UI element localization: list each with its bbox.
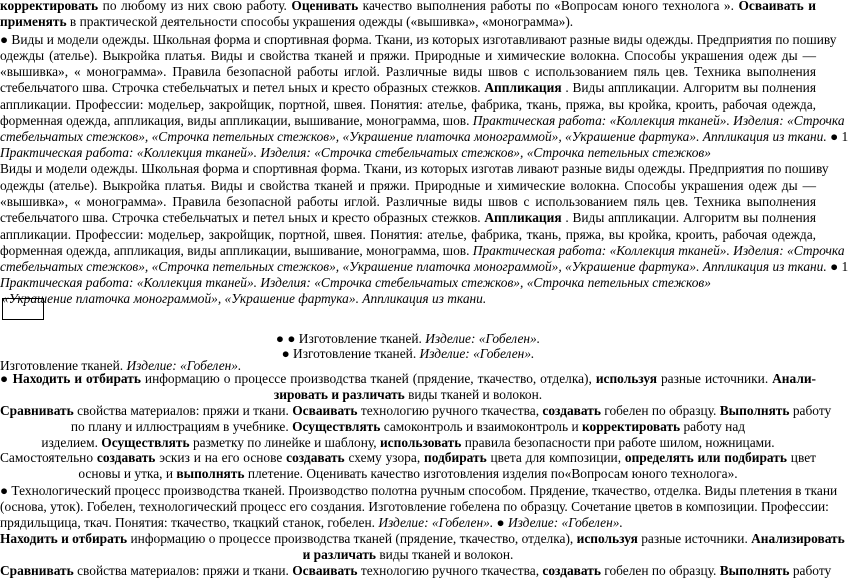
- italic-text: «Украшение платочка монограммой», «Украшение фартука». Аппликация из ткани.: [2, 291, 487, 306]
- bold-term: Находить и отбирать: [0, 531, 128, 546]
- text-run: Виды и модели одежды. Школьная форма и спортивная форма. Ткани, из которых изготав ливают разные виды одежды. Предприятия по пошиву: [0, 161, 829, 176]
- text-run: по любому из них свою работу.: [102, 0, 292, 13]
- text-run: ● Виды и модели одежды. Школьная форма и спортивная форма. Ткани, из которых изготавливают разные виды одежды. Предприятия по пошиву: [0, 32, 837, 47]
- text-run: «вышивка», « монограмма». Правила безопасной работы иглой. Различные виды швов с использованием пяль цев. Техника выполнения: [0, 194, 816, 209]
- text-run: в практической деятельности способы украшения одежды («вышивка», «монограмма»).: [69, 14, 574, 29]
- text-run: (основа, уток). Гобелен, технологический процесс его создания. Изготовление гобелена по образцу. Сочетание цветов в композиции. Профессии:: [0, 499, 829, 514]
- text-line: [0, 499, 829, 515]
- bold-term: создавать: [96, 450, 156, 465]
- text-run: «вышивка», « монограмма». Правила безопасной работы иглой. Различные виды швов с использованием пяль цев. Техника выполнения: [0, 64, 816, 79]
- text-line: [0, 259, 848, 275]
- text-run: качество выполнения работы по «Вопросам юного технолога ».: [362, 0, 739, 13]
- text-line: [0, 515, 816, 531]
- italic-text: Практическая работа: «Коллекция тканей». Изделия: «Строчка: [472, 243, 845, 258]
- text-run: стебельчатого шва. Строчка стебельчатых и петел ьных и кресто образных стежков.: [0, 210, 485, 225]
- text-line: [0, 80, 816, 96]
- bold-term: создавать: [542, 403, 601, 418]
- text-run: по плану и иллюстрациям в учебнике.: [70, 419, 293, 434]
- text-run: разные источники.: [660, 371, 773, 386]
- text-run: одежды (ателье). Выкройка платья. Виды и свойства тканей и пряжи. Природные и химические волокна. Способы украшения одеж ды —: [0, 48, 816, 63]
- bold-term: Сравнивать: [0, 403, 74, 418]
- text-run: Изготовление тканей.: [0, 358, 127, 373]
- bold-term: Сравнивать: [0, 563, 74, 578]
- text-run: ● ● Изготовление тканей.: [275, 331, 426, 346]
- bold-term: Анализировать: [751, 531, 845, 546]
- text-run: . Виды аппликации. Алгоритм вы полнения: [565, 80, 817, 95]
- text-line: [0, 403, 832, 419]
- italic-text: Изделие: «Гобелен».: [507, 515, 623, 530]
- text-line: [0, 450, 816, 466]
- bold-term: Осуществлять: [101, 435, 190, 450]
- italic-text: Практическая работа: «Коллекция тканей». Изделия: «Строчка: [472, 113, 845, 128]
- text-run: прядильщица, ткач. Понятия: ткачество, ткацкий станок, гобелен.: [0, 515, 379, 530]
- bold-term: Анали-: [772, 371, 817, 386]
- text-run: ●: [496, 515, 508, 530]
- text-run: самоконтроль и взаимоконтроль и: [383, 419, 582, 434]
- bold-term: Осваивать: [292, 403, 358, 418]
- text-line: [0, 113, 845, 129]
- text-line: [0, 275, 816, 291]
- text-run: изделием.: [41, 435, 102, 450]
- text-run: ● Технологический процесс производства тканей. Производство полотна ручным способом. Прядение, ткачество, отделка. Виды плетения в ткани: [0, 483, 838, 498]
- text-line: [0, 291, 816, 307]
- text-line: [0, 97, 816, 113]
- text-line: [0, 64, 816, 80]
- text-run: информацию о процессе производства тканей (прядение, ткачество, отделка),: [144, 371, 596, 386]
- text-line: [0, 48, 816, 64]
- bold-term: Аппликация: [484, 80, 562, 95]
- italic-text: Изделие: «Гобелен».: [378, 515, 494, 530]
- text-line: [0, 161, 829, 177]
- text-run: работу: [792, 563, 832, 578]
- text-line: [0, 210, 816, 226]
- text-run: ● 1: [830, 259, 848, 274]
- text-run: свойства материалов: пряжи и ткани.: [77, 563, 293, 578]
- bold-term: выполнять: [176, 466, 245, 481]
- text-run: работу над: [683, 419, 746, 434]
- text-run: цвета для композиции,: [490, 450, 625, 465]
- text-run: цвет: [790, 450, 816, 465]
- bold-term: создавать: [286, 450, 345, 465]
- text-run: одежды (ателье). Выкройка платья. Виды и свойства тканей и пряжи. Природные и химические волокна. Способы украшения одеж ды —: [0, 178, 816, 193]
- text-run: технологию ручного ткачества,: [360, 563, 543, 578]
- text-line: [0, 483, 838, 499]
- text-line: [0, 243, 845, 259]
- italic-text: Практическая работа: «Коллекция тканей». Изделия: «Строчка стебельчатых стежков», «Строчка петельных стежков»: [0, 145, 711, 160]
- text-line: [0, 194, 816, 210]
- text-run: ● 1: [830, 129, 848, 144]
- text-line: [0, 0, 816, 14]
- bold-term: создавать: [542, 563, 601, 578]
- text-run: виды тканей и волокон.: [408, 387, 543, 402]
- text-run: гобелен по образцу.: [604, 563, 720, 578]
- text-run: информацию о процессе производства тканей (прядение, ткачество, отделка),: [130, 531, 577, 546]
- text-line: [0, 435, 816, 451]
- text-run: основы и утка, и: [78, 466, 177, 481]
- text-line: [0, 145, 816, 161]
- bold-term: ● Находить и отбирать: [0, 371, 141, 386]
- text-run: аппликации. Профессии: модельер, закройщик, портной, швея. Понятия: ателье, фабрика, ткань, пряжа, вы кройка, кроить, рабочая одежда,: [0, 97, 816, 112]
- italic-text: Изделие: «Гобелен».: [425, 331, 541, 346]
- bold-term: Выполнять: [719, 563, 790, 578]
- text-line: [0, 14, 816, 30]
- text-run: плетение. Оценивать качество изготовления изделия по«Вопросам юного технолога».: [247, 466, 738, 481]
- bold-term: Оценивать: [291, 0, 359, 13]
- text-run: форменная одежда, аппликация, виды аппликации, вышивание, монограмма, шов.: [0, 243, 473, 258]
- italic-text: Практическая работа: «Коллекция тканей». Изделия: «Строчка стебельчатых стежков», «Строчка петельных стежков»: [0, 275, 711, 290]
- bold-term: зировать и различать: [273, 387, 405, 402]
- bold-term: и различать: [302, 547, 376, 562]
- bold-term: Осваивать: [292, 563, 358, 578]
- text-run: разные источники.: [641, 531, 752, 546]
- bold-term: подбирать: [424, 450, 487, 465]
- text-line: [0, 129, 848, 145]
- text-run: аппликации. Профессии: модельер, закройщик, портной, швея. Понятия: ателье, фабрика, ткань, пряжа, вы кройка, кроить, рабочая одежда,: [0, 227, 816, 242]
- text-run: стебельчатого шва. Строчка стебельчатых и петел ьных и кресто образных стежков.: [0, 80, 485, 95]
- bold-term: использовать: [379, 435, 462, 450]
- italic-text: Изделие: «Гобелен».: [419, 346, 535, 361]
- text-line: [0, 531, 845, 547]
- bold-term: корректировать: [0, 0, 99, 13]
- text-run: форменная одежда, аппликация, виды аппликации, вышивание, монограмма, шов.: [0, 113, 473, 128]
- text-run: разметку по линейке и шаблону,: [192, 435, 380, 450]
- text-line: [0, 387, 816, 403]
- text-line: [0, 331, 816, 347]
- text-run: Самостоятельно: [0, 450, 97, 465]
- text-line: [0, 547, 816, 563]
- text-run: ● Изготовление тканей.: [281, 346, 420, 361]
- text-line: [0, 32, 837, 48]
- text-run: виды тканей и волокон.: [379, 547, 514, 562]
- text-run: гобелен по образцу.: [604, 403, 720, 418]
- bold-term: корректировать: [581, 419, 681, 434]
- bold-term: Выполнять: [719, 403, 790, 418]
- text-run: схему узора,: [348, 450, 424, 465]
- text-run: свойства материалов: пряжи и ткани.: [77, 403, 293, 418]
- text-run: правила безопасности при работе шилом, ножницами.: [464, 435, 775, 450]
- bold-term: определять или подбирать: [624, 450, 787, 465]
- text-line: [0, 227, 816, 243]
- text-line: [0, 178, 816, 194]
- text-run: . Виды аппликации. Алгоритм вы полнения: [565, 210, 817, 225]
- text-line: [0, 419, 816, 435]
- text-run: эскиз и на его основе: [159, 450, 287, 465]
- bold-term: Осуществлять: [292, 419, 381, 434]
- text-run: технологию ручного ткачества,: [360, 403, 543, 418]
- italic-text: Изделие: «Гобелен».: [126, 358, 242, 373]
- bold-term: используя: [595, 371, 658, 386]
- italic-text: стебельчатых стежков», «Строчка петельных стежков», «Украшение платочка монограммой», «Украшение фартука». Аппликация из ткани.: [0, 129, 827, 144]
- text-line: [0, 466, 816, 482]
- bold-term: применять: [0, 14, 67, 29]
- text-run: работу: [792, 403, 832, 418]
- text-line: [0, 371, 816, 387]
- bold-term: используя: [576, 531, 638, 546]
- bold-term: Аппликация: [484, 210, 562, 225]
- italic-text: стебельчатых стежков», «Строчка петельных стежков», «Украшение платочка монограммой», «Украшение фартука». Аппликация из ткани.: [0, 259, 827, 274]
- text-line: [0, 563, 832, 579]
- bold-term: Осваивать и: [738, 0, 816, 13]
